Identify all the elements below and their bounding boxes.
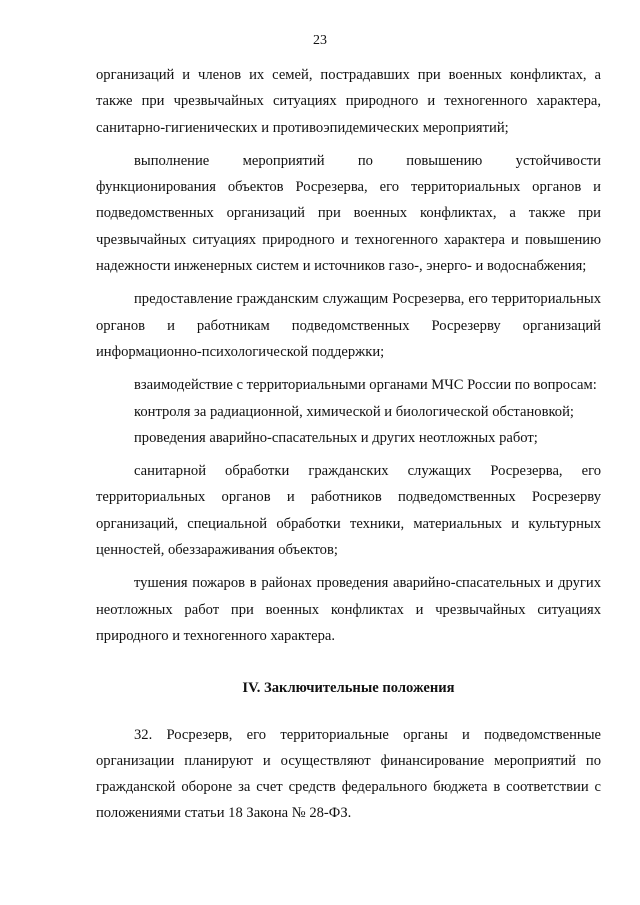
paragraph-organizations-families: организаций и членов их семей, пострадавших при военных конфликтах, а также при чрезвычайных ситуациях природного и техногенного характера, санитарно-гигиенических и противоэпидемических мероприятий; xyxy=(96,67,601,136)
paragraph-interaction-mchs: взаимодействие с территориальными органами МЧС России по вопросам: xyxy=(134,377,597,394)
paragraph-firefighting: тушения пожаров в районах проведения аварийно-спасательных и других неотложных работ при военных конфликтах и чрезвычайных ситуациях природного и техногенного характера. xyxy=(96,575,601,644)
paragraph-32-financing: 32. Росрезерв, его территориальные органы и подведомственные организации планируют и осуществляют финансирование мероприятий по гражданской обороне за счет средств федерального бюджета в соответствии с положениями статьи 18 Закона № 28-ФЗ. xyxy=(96,726,601,822)
paragraph-stability-measures: выполнение мероприятий по повышению устойчивости функционирования объектов Росрезерва, его территориальных органов и подведомственных организаций при военных конфликтах, а также при чрезвычайных ситуациях природного и техногенного характера и повышению надежности инженерных систем и источников газо-, энерго- и водоснабжения; xyxy=(96,152,601,275)
paragraph-radiation-control: контроля за радиационной, химической и биологической обстановкой; xyxy=(134,403,574,420)
paragraph-rescue-works: проведения аварийно-спасательных и других неотложных работ; xyxy=(134,429,538,446)
paragraph-sanitary-treatment: санитарной обработки гражданских служащих Росрезерва, его территориальных органов и работников подведомственных Росрезерву организаций, специальной обработки техники, материальных и культурных ценностей, обеззараживания объектов; xyxy=(96,463,601,559)
section-heading: IV. Заключительные положения xyxy=(242,680,455,697)
paragraph-psychological-support: предоставление гражданским служащим Росрезерва, его территориальных органов и работникам подведомственных Росрезерву организаций информационно-психологической поддержки; xyxy=(96,291,601,360)
page-number: 23 xyxy=(313,33,327,48)
document-body xyxy=(96,62,601,827)
